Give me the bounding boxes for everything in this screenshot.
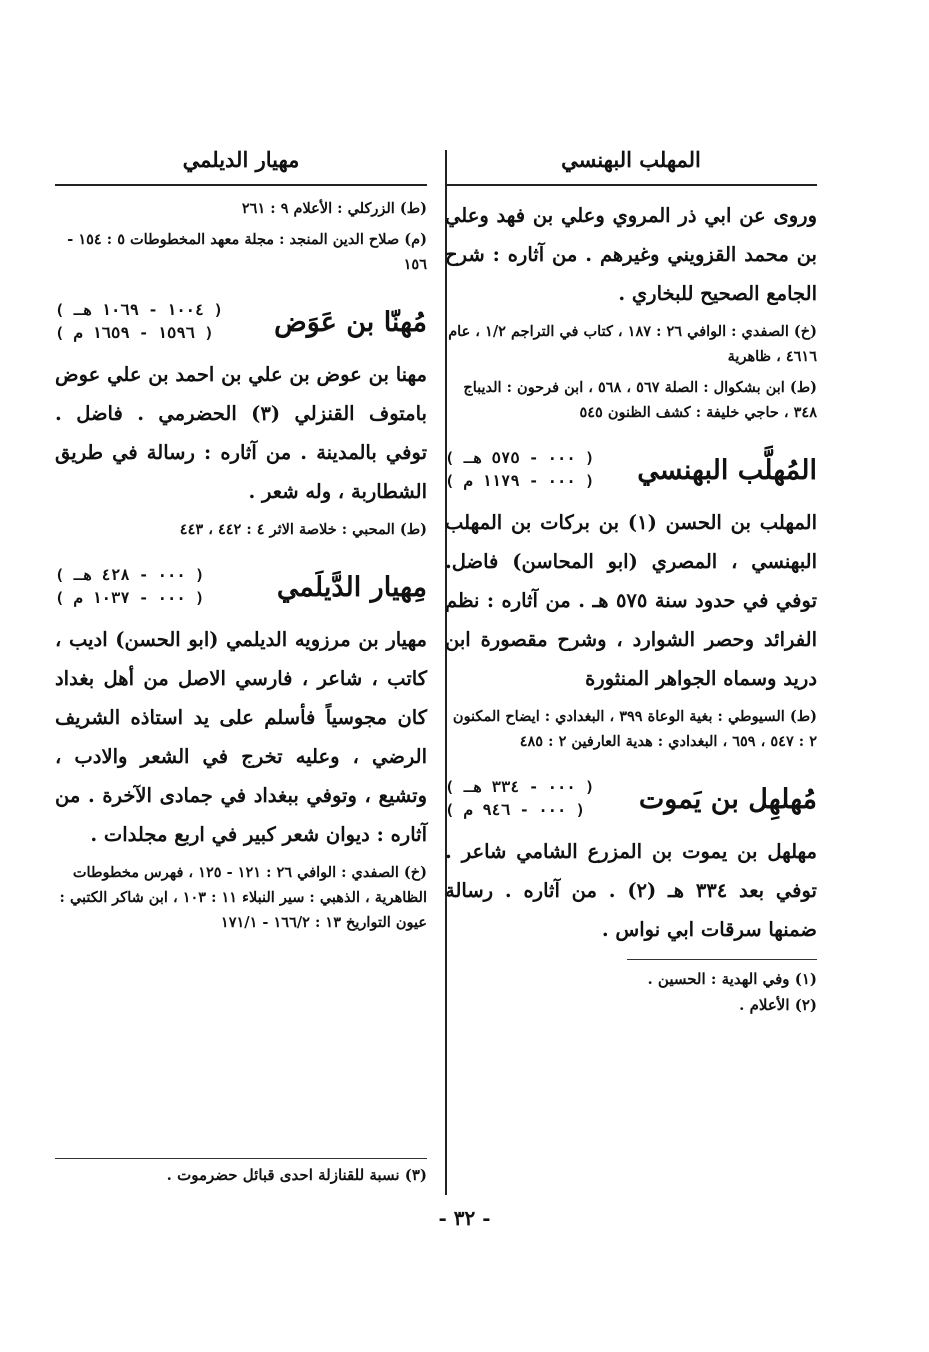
footnote: (٣) نسبة للقنازلة احدى قبائل حضرموت . <box>166 1166 427 1184</box>
entry-dates <box>445 447 594 493</box>
entry-dates <box>445 776 594 822</box>
running-head-right: المهلب البهنسي <box>561 147 701 172</box>
entry-references: (ط) السيوطي : بغية الوعاة ٣٩٩ ، البغدادي : ايضاح المكنون ٢ : ٥٤٧ ، ٦٥٩ ، البغدادي : هدية العارفين ٢ : ٤٨٥ <box>452 708 817 750</box>
footnote-rule <box>627 959 817 960</box>
gregorian-dates: ( ١٥٩٦ - ١٦٥٩ م ) <box>55 324 214 342</box>
hijri-dates: ( ٠٠٠ - ٤٢٨ هـ ) <box>55 566 205 584</box>
footnote-rule <box>55 1158 427 1159</box>
hijri-dates: ( ١٠٠٤ - ١٠٦٩ هـ ) <box>55 301 223 319</box>
entry-heading <box>55 299 427 345</box>
entry-heading <box>445 776 817 822</box>
entry-body: المهلب بن الحسن (١) بن بركات بن المهلب البهنسي ، المصري (ابو المحاسن) فاضل. توفي في حدود سنة ٥٧٥ هـ . من آثاره : نظم الفرائد وحصر الشوارد ، وشرح مقصورة ابن دريد وسماه الجواهر المنثورة <box>445 511 818 690</box>
footnotes <box>445 966 817 1018</box>
hijri-dates: ( ٠٠٠ - ٥٧٥ هـ ) <box>445 449 595 467</box>
gregorian-dates: ( ٠٠٠ - ١٠٣٧ م ) <box>55 589 205 607</box>
entry-name: مُهنّا بن عَوَض <box>274 306 427 338</box>
entry-dates <box>55 299 223 345</box>
hijri-dates: ( ٠٠٠ - ٣٣٤ هـ ) <box>445 778 595 796</box>
reference: (م) صلاح الدين المنجد : مجلة معهد المخطوطات ٥ : ١٥٤ - ١٥٦ <box>67 231 427 273</box>
reference: (خ) الصفدي : الوافي ٢٦ : ١٨٧ ، كتاب في التراجم ١/٢ ، عام ٤٦١٦ ، ظاهرية <box>448 323 817 365</box>
right-column <box>445 140 817 1018</box>
entry-name: مُهلهِل بن يَموت <box>638 783 817 815</box>
entry-body: مهيار بن مرزويه الديلمي (ابو الحسن) اديب ، كاتب ، شاعر ، فارسي الاصل من أهل بغداد كان مجوسياً فأسلم على يد استاذه الشريف الرضي ، وعليه تخرج في الشعر والادب ، وتشيع ، وتوفي ببغداد في جمادى الآخرة . من آثاره : ديوان شعر كبير في اربع مجلدات . <box>55 628 427 846</box>
entry-name: مِهيار الدَّيلَمي <box>276 571 427 603</box>
footnote: (٢) الأعلام . <box>739 996 817 1014</box>
entry-name: المُهلَّب البهنسي <box>637 454 817 486</box>
entry-heading <box>445 447 817 493</box>
entry-references: (خ) الصفدي : الوافي ٢٦ : ١٢١ - ١٢٥ ، فهرس مخطوطات الظاهرية ، الذهبي : سير النبلاء ١١ : ١٠٣ ، ابن شاكر الكتبي : عيون التواريخ ١٣ : ١٦٦/٢ - ١٧١/١ <box>59 864 427 931</box>
gregorian-dates: ( ٠٠٠ - ١١٧٩ م ) <box>445 472 595 490</box>
entry-body: مهلهل بن يموت بن المزرع الشامي شاعر . توفي بعد ٣٣٤ هـ (٢) . من آثاره . رسالة ضمنها سرقات ابي نواس . <box>445 840 817 941</box>
left-column <box>55 140 427 935</box>
entry-body: مهنا بن عوض بن علي بن احمد بن علي عوض بامتوف القنزلي (٣) الحضرمي . فاضل . توفي بالمدينة . من آثاره : رسالة في طريق الشطاربة ، وله شعر . <box>55 363 427 503</box>
gregorian-dates: ( ٠٠٠ - ٩٤٦ م ) <box>445 801 586 819</box>
continuation-text: وروى عن ابي ذر المروي وعلي بن فهد وعلي بن محمد القزويني وغيرهم . من آثاره : شرح الجامع الصحيح للبخاري . <box>445 204 817 305</box>
reference: (ط) الزركلي : الأعلام ٩ : ٢٦١ <box>241 200 427 217</box>
entry-heading <box>55 564 427 610</box>
entry-dates <box>55 564 204 610</box>
entry-references: (ط) المحبي : خلاصة الاثر ٤ : ٤٤٢ ، ٤٤٣ <box>179 521 427 538</box>
footnote: (١) وفي الهدية : الحسين . <box>647 970 817 988</box>
running-head-left: مهيار الديلمي <box>182 147 300 172</box>
reference: (ط) ابن بشكوال : الصلة ٥٦٧ ، ٥٦٨ ، ابن فرحون : الديباج ٣٤٨ ، حاجي خليفة : كشف الظنون ٥٤٥ <box>463 379 817 421</box>
page-number: - ٣٢ - <box>438 1206 491 1230</box>
